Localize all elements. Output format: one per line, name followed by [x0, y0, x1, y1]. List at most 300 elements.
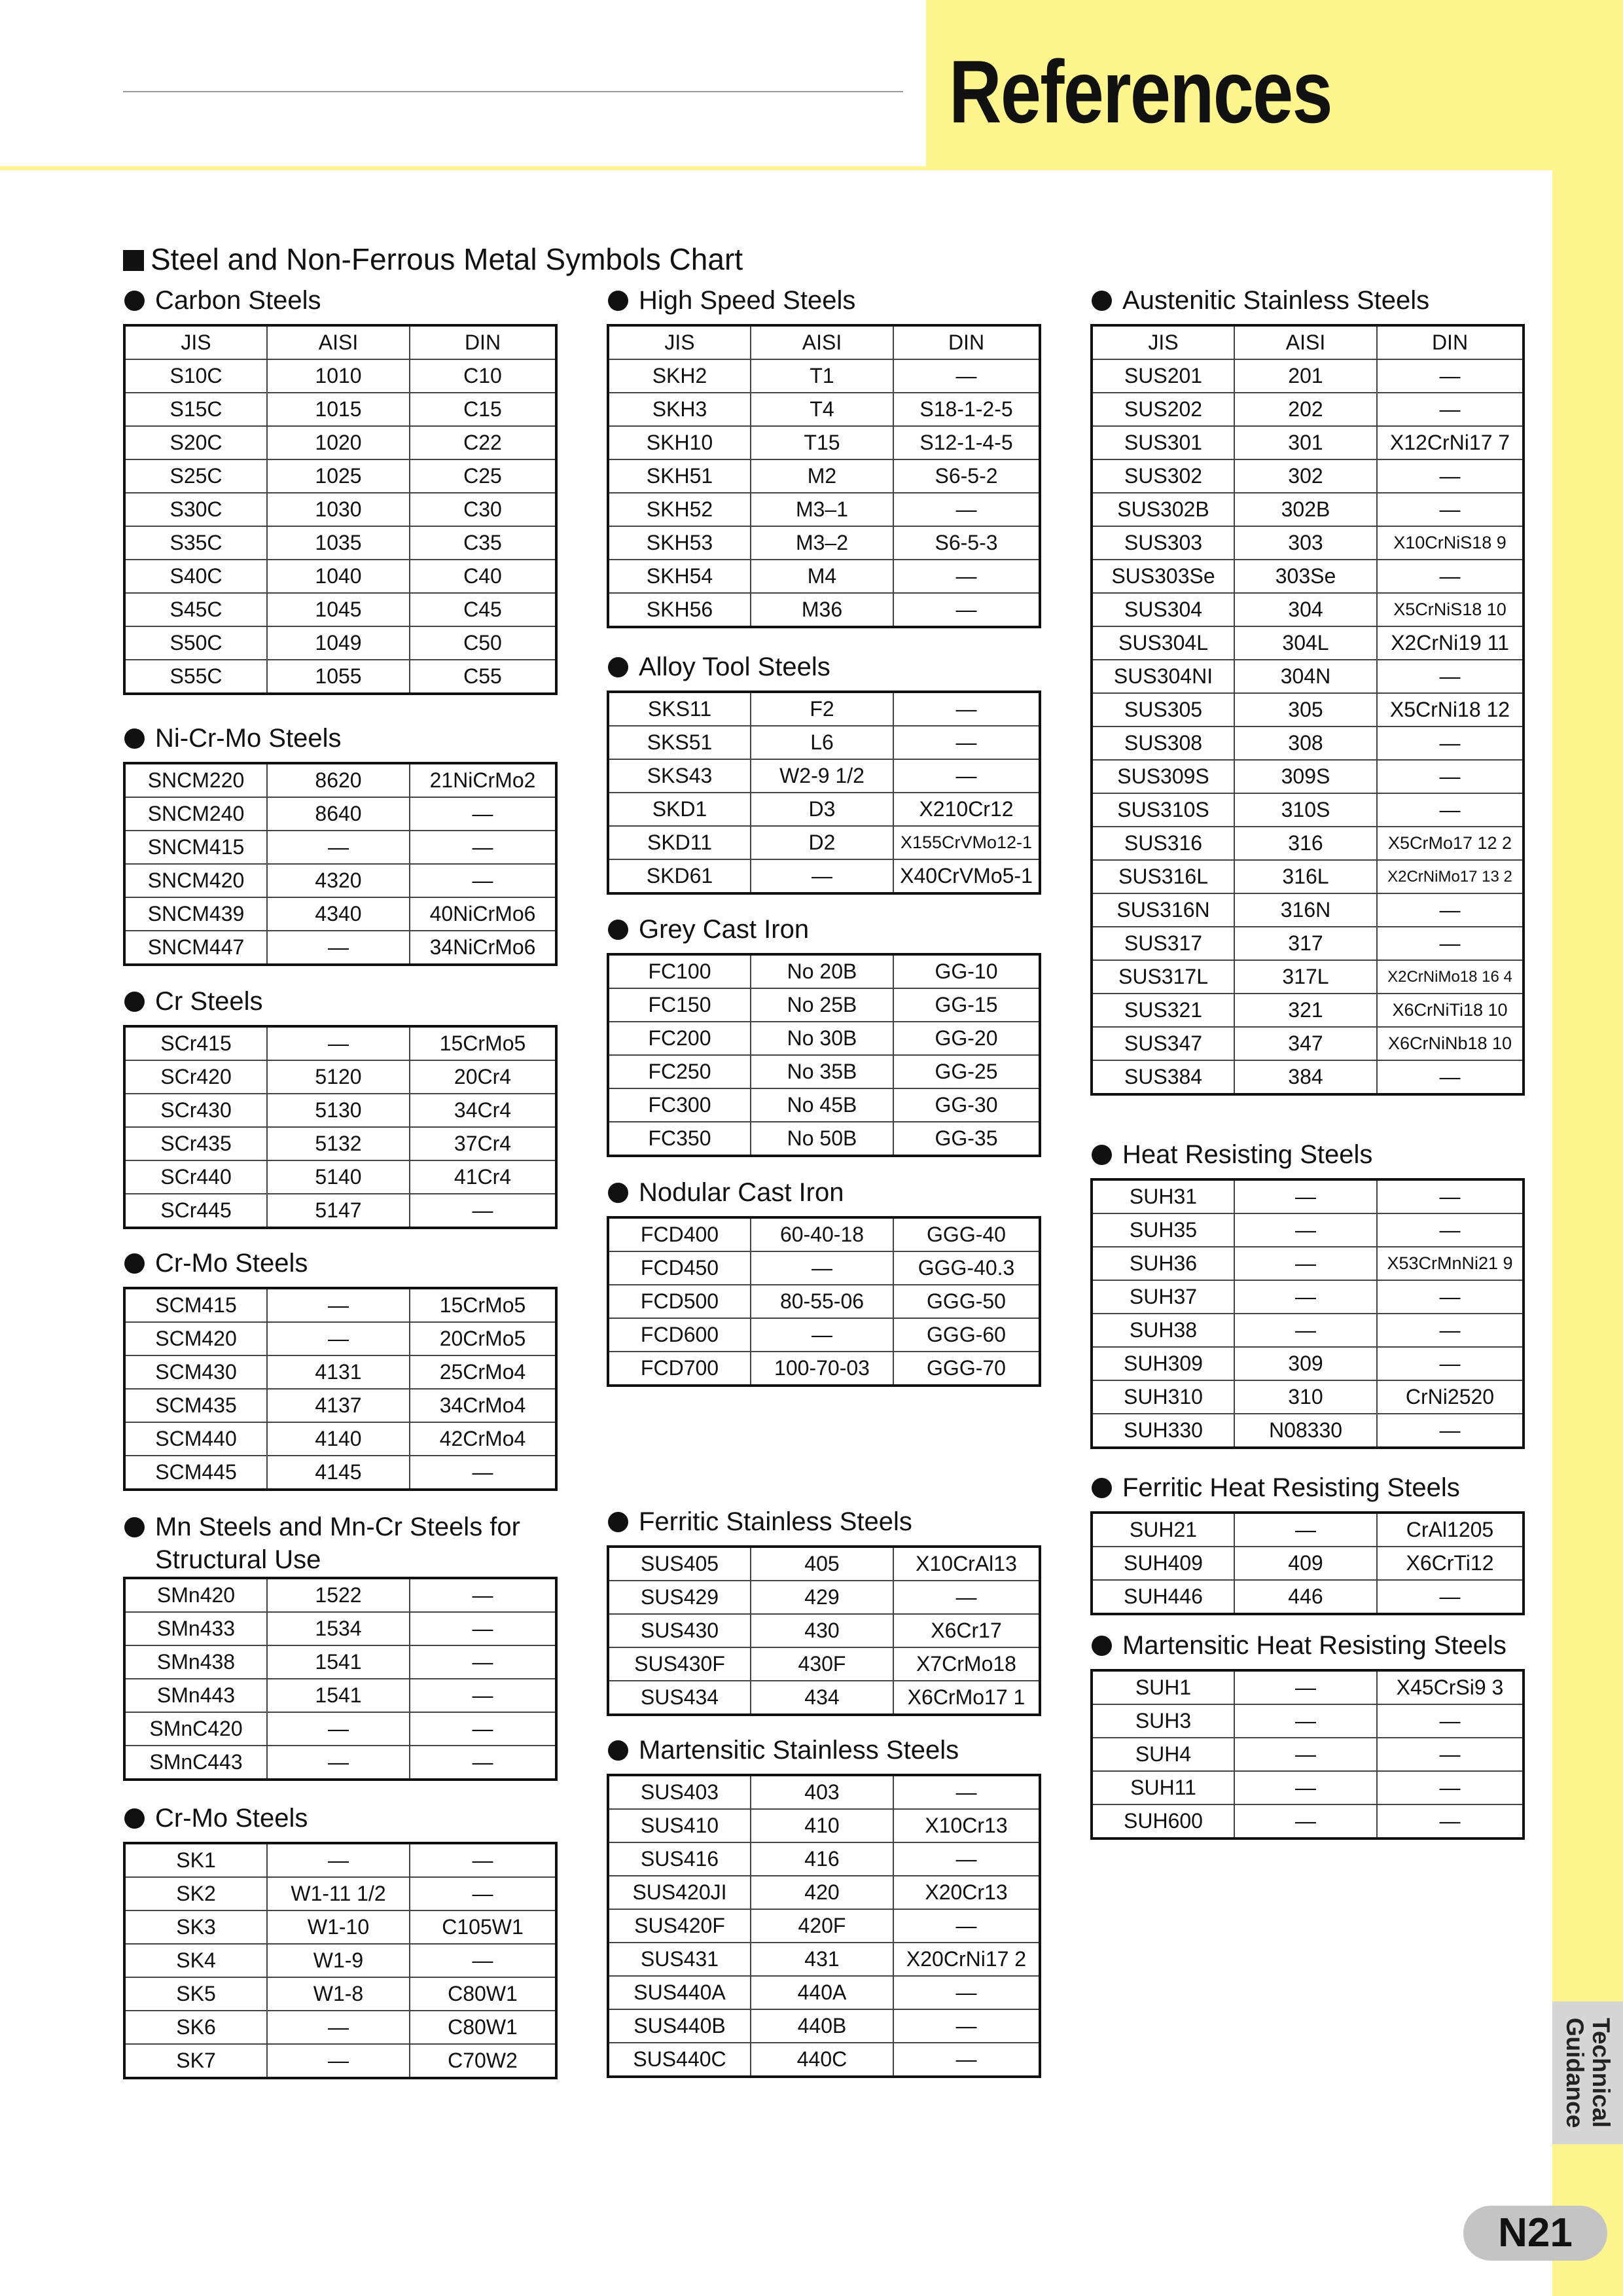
column-header-din: DIN — [893, 325, 1040, 359]
jis-cell: SUS410 — [608, 1809, 751, 1842]
jis-cell: SK1 — [124, 1843, 267, 1877]
aisi-cell: W1-9 — [267, 1944, 410, 1977]
jis-cell: SUH4 — [1092, 1738, 1234, 1771]
aisi-cell: 347 — [1234, 1027, 1377, 1060]
table-row — [1092, 1027, 1524, 1060]
jis-cell: SMn443 — [124, 1679, 267, 1712]
din-cell: — — [1377, 1771, 1524, 1804]
aisi-cell: — — [1234, 1513, 1377, 1547]
table-row — [608, 1809, 1040, 1842]
jis-cell: SUS420F — [608, 1909, 751, 1943]
aisi-cell: 100-70-03 — [751, 1352, 893, 1386]
section-title-text: Martensitic Heat Resisting Steels — [1122, 1631, 1507, 1660]
din-cell: 37Cr4 — [410, 1127, 556, 1160]
aisi-cell: M2 — [751, 459, 893, 493]
din-cell: GG-15 — [893, 988, 1040, 1022]
table-row — [608, 1842, 1040, 1876]
table-row — [124, 897, 556, 931]
aisi-cell: 5132 — [267, 1127, 410, 1160]
din-cell: — — [1377, 459, 1524, 493]
table-row — [124, 459, 556, 493]
table-row — [608, 826, 1040, 859]
jis-cell: SKD11 — [608, 826, 751, 859]
table-row — [1092, 827, 1524, 860]
jis-cell: SCM440 — [124, 1422, 267, 1456]
din-cell: CrAl1205 — [1377, 1513, 1524, 1547]
din-cell: GGG-70 — [893, 1352, 1040, 1386]
aisi-cell: 304 — [1234, 593, 1377, 626]
aisi-cell: 305 — [1234, 693, 1377, 726]
din-cell: CrNi2520 — [1377, 1380, 1524, 1414]
table-row — [608, 1217, 1040, 1251]
din-cell: 20CrMo5 — [410, 1322, 556, 1355]
jis-cell: SUH330 — [1092, 1414, 1234, 1448]
din-cell: — — [410, 1712, 556, 1746]
section-title — [608, 286, 855, 315]
din-cell: C30 — [410, 493, 556, 526]
din-cell: — — [893, 2009, 1040, 2043]
section-title-text: Ferritic Stainless Steels — [639, 1507, 912, 1536]
table-header-row — [124, 325, 556, 359]
aisi-cell: 420F — [751, 1909, 893, 1943]
jis-cell: S25C — [124, 459, 267, 493]
table-row — [608, 593, 1040, 627]
aisi-cell: M3–2 — [751, 526, 893, 560]
jis-cell: SUS317L — [1092, 960, 1234, 994]
aisi-cell: 301 — [1234, 426, 1377, 459]
aisi-cell: — — [1234, 1771, 1377, 1804]
table-row — [608, 1909, 1040, 1943]
table-row — [608, 988, 1040, 1022]
aisi-cell: 60-40-18 — [751, 1217, 893, 1251]
section-title-line2: Structural Use — [155, 1545, 321, 1574]
din-cell: — — [893, 560, 1040, 593]
aisi-cell: 5130 — [267, 1094, 410, 1127]
jis-cell: SKH56 — [608, 593, 751, 627]
aisi-cell: 1040 — [267, 560, 410, 593]
jis-cell: SNCM220 — [124, 763, 267, 797]
aisi-cell: 1045 — [267, 593, 410, 626]
aisi-cell: 316N — [1234, 893, 1377, 927]
din-cell: GG-10 — [893, 954, 1040, 988]
din-cell: X2CrNiMo18 16 4 — [1377, 960, 1524, 994]
aisi-cell: — — [1234, 1179, 1377, 1213]
din-cell: GGG-40.3 — [893, 1251, 1040, 1285]
aisi-cell: 1010 — [267, 359, 410, 393]
bullet-icon — [608, 657, 628, 677]
aisi-cell: 8640 — [267, 797, 410, 831]
jis-cell: SUH37 — [1092, 1280, 1234, 1314]
aisi-cell: 317 — [1234, 927, 1377, 960]
din-cell: X2CrNiMo17 13 2 — [1377, 860, 1524, 893]
din-cell: GGG-60 — [893, 1318, 1040, 1352]
aisi-cell: 201 — [1234, 359, 1377, 393]
jis-cell: SCM420 — [124, 1322, 267, 1355]
jis-cell: SUS416 — [608, 1842, 751, 1876]
symbol-table — [123, 1287, 558, 1491]
aisi-cell: No 50B — [751, 1122, 893, 1156]
section-title-text: Ferritic Heat Resisting Steels — [1122, 1473, 1460, 1502]
din-cell: X12CrNi17 7 — [1377, 426, 1524, 459]
bullet-icon — [124, 992, 145, 1012]
table-row — [1092, 927, 1524, 960]
table-row — [608, 2009, 1040, 2043]
din-cell: — — [410, 1746, 556, 1780]
table-row — [124, 1026, 556, 1060]
symbol-table — [1090, 1669, 1525, 1840]
din-cell: — — [893, 759, 1040, 793]
aisi-cell: W1-8 — [267, 1977, 410, 2011]
jis-cell: SUS321 — [1092, 994, 1234, 1027]
chart-title — [123, 242, 743, 276]
din-cell: 25CrMo4 — [410, 1355, 556, 1389]
aisi-cell: 403 — [751, 1775, 893, 1809]
aisi-cell: No 30B — [751, 1022, 893, 1055]
din-cell: X5CrNiS18 10 — [1377, 593, 1524, 626]
jis-cell: SKH2 — [608, 359, 751, 393]
din-cell: C10 — [410, 359, 556, 393]
column-header-din: DIN — [410, 325, 556, 359]
section-title — [608, 1736, 959, 1765]
din-cell: 34NiCrMo6 — [410, 931, 556, 965]
din-cell: C80W1 — [410, 2011, 556, 2044]
din-cell: X6CrNiNb18 10 — [1377, 1027, 1524, 1060]
side-tab-label[interactable] — [1561, 2018, 1614, 2128]
aisi-cell: 5140 — [267, 1160, 410, 1194]
table-row — [124, 831, 556, 864]
din-cell: — — [893, 593, 1040, 627]
aisi-cell: 384 — [1234, 1060, 1377, 1094]
jis-cell: SUS434 — [608, 1681, 751, 1715]
aisi-cell: 309S — [1234, 760, 1377, 793]
table-row — [1092, 1414, 1524, 1448]
jis-cell: SUH446 — [1092, 1580, 1234, 1614]
column-header-aisi: AISI — [267, 325, 410, 359]
side-tab-line1: Technical — [1588, 2018, 1614, 2128]
chart-title-text: Steel and Non-Ferrous Metal Symbols Chart — [151, 242, 743, 276]
table-row — [1092, 994, 1524, 1027]
jis-cell: SUS309S — [1092, 760, 1234, 793]
din-cell: C50 — [410, 626, 556, 660]
din-cell: — — [410, 1645, 556, 1679]
aisi-cell: 1035 — [267, 526, 410, 560]
table-row — [1092, 560, 1524, 593]
jis-cell: SMn420 — [124, 1578, 267, 1612]
din-cell: — — [410, 1944, 556, 1977]
table-row — [124, 1910, 556, 1944]
aisi-cell: 5147 — [267, 1194, 410, 1228]
jis-cell: SUS317 — [1092, 927, 1234, 960]
table-row — [1092, 1314, 1524, 1347]
jis-cell: SCr430 — [124, 1094, 267, 1127]
bullet-icon — [1092, 1145, 1112, 1165]
table-row — [124, 931, 556, 965]
aisi-cell: 1049 — [267, 626, 410, 660]
bullet-icon — [1092, 1636, 1112, 1656]
din-cell: X155CrVMo12-1 — [893, 826, 1040, 859]
table-row — [1092, 1547, 1524, 1580]
jis-cell: SCr435 — [124, 1127, 267, 1160]
jis-cell: SUS304 — [1092, 593, 1234, 626]
side-tab-line2: Guidance — [1561, 2017, 1588, 2128]
aisi-cell: T4 — [751, 393, 893, 426]
din-cell: — — [1377, 726, 1524, 760]
table-row — [608, 2043, 1040, 2077]
table-row — [1092, 459, 1524, 493]
din-cell: C105W1 — [410, 1910, 556, 1944]
header-rule — [123, 91, 903, 92]
din-cell: 15CrMo5 — [410, 1288, 556, 1322]
table-row — [608, 1352, 1040, 1386]
jis-cell: SUS305 — [1092, 693, 1234, 726]
aisi-cell: 304N — [1234, 660, 1377, 693]
jis-cell: SUS440C — [608, 2043, 751, 2077]
din-cell: 15CrMo5 — [410, 1026, 556, 1060]
table-row — [124, 660, 556, 694]
bullet-icon — [1092, 1478, 1112, 1498]
aisi-cell: 321 — [1234, 994, 1377, 1027]
jis-cell: SNCM420 — [124, 864, 267, 897]
jis-cell: SKH54 — [608, 560, 751, 593]
aisi-cell: 1541 — [267, 1679, 410, 1712]
table-row — [1092, 693, 1524, 726]
table-row — [1092, 1247, 1524, 1280]
bullet-icon — [608, 1183, 628, 1203]
din-cell: S6-5-2 — [893, 459, 1040, 493]
aisi-cell: 440B — [751, 2009, 893, 2043]
aisi-cell: — — [267, 831, 410, 864]
section-title-text: Austenitic Stainless Steels — [1122, 286, 1430, 315]
table-row — [124, 359, 556, 393]
jis-cell: SUS303 — [1092, 526, 1234, 560]
din-cell: S6-5-3 — [893, 526, 1040, 560]
table-row — [1092, 1213, 1524, 1247]
din-cell: — — [410, 1877, 556, 1910]
jis-cell: SNCM447 — [124, 931, 267, 965]
table-row — [1092, 1380, 1524, 1414]
jis-cell: SUH21 — [1092, 1513, 1234, 1547]
table-row — [608, 1681, 1040, 1715]
table-row — [608, 692, 1040, 726]
table-row — [124, 763, 556, 797]
square-bullet-icon — [123, 250, 144, 271]
din-cell: — — [893, 1842, 1040, 1876]
din-cell: — — [1377, 1580, 1524, 1614]
table-row — [1092, 1670, 1524, 1704]
aisi-cell: 310S — [1234, 793, 1377, 827]
din-cell: S18-1-2-5 — [893, 393, 1040, 426]
din-cell: C25 — [410, 459, 556, 493]
din-cell: — — [1377, 359, 1524, 393]
jis-cell: SUH36 — [1092, 1247, 1234, 1280]
section-title — [1092, 1631, 1507, 1660]
section-title — [1092, 1140, 1372, 1169]
din-cell: — — [410, 831, 556, 864]
din-cell: 34CrMo4 — [410, 1389, 556, 1422]
aisi-cell: 1055 — [267, 660, 410, 694]
aisi-cell: W2-9 1/2 — [751, 759, 893, 793]
table-row — [608, 793, 1040, 826]
table-row — [124, 426, 556, 459]
aisi-cell: — — [1234, 1738, 1377, 1771]
table-row — [1092, 726, 1524, 760]
din-cell: S12-1-4-5 — [893, 426, 1040, 459]
jis-cell: SUS316L — [1092, 860, 1234, 893]
din-cell: X10CrNiS18 9 — [1377, 526, 1524, 560]
table-row — [608, 859, 1040, 893]
din-cell: 34Cr4 — [410, 1094, 556, 1127]
table-row — [608, 726, 1040, 759]
din-cell: 42CrMo4 — [410, 1422, 556, 1456]
aisi-cell: F2 — [751, 692, 893, 726]
din-cell: C35 — [410, 526, 556, 560]
din-cell: — — [1377, 560, 1524, 593]
aisi-cell: 1025 — [267, 459, 410, 493]
aisi-cell: 5120 — [267, 1060, 410, 1094]
jis-cell: SUH38 — [1092, 1314, 1234, 1347]
aisi-cell: 4140 — [267, 1422, 410, 1456]
table-row — [1092, 760, 1524, 793]
table-row — [124, 1389, 556, 1422]
jis-cell: SKS43 — [608, 759, 751, 793]
din-cell: C55 — [410, 660, 556, 694]
table-row — [608, 1647, 1040, 1681]
table-row — [608, 459, 1040, 493]
din-cell: — — [893, 2043, 1040, 2077]
jis-cell: SKS51 — [608, 726, 751, 759]
din-cell: C70W2 — [410, 2044, 556, 2078]
din-cell: — — [893, 1976, 1040, 2009]
table-row — [124, 1456, 556, 1490]
jis-cell: SUS429 — [608, 1581, 751, 1614]
table-row — [1092, 493, 1524, 526]
table-row — [124, 1322, 556, 1355]
symbol-table — [123, 1842, 558, 2079]
symbol-table — [123, 324, 558, 695]
table-row — [608, 1251, 1040, 1285]
din-cell: X6CrMo17 1 — [893, 1681, 1040, 1715]
aisi-cell: — — [267, 1746, 410, 1780]
aisi-cell: 410 — [751, 1809, 893, 1842]
jis-cell: SK2 — [124, 1877, 267, 1910]
jis-cell: SUH1 — [1092, 1670, 1234, 1704]
jis-cell: SCM430 — [124, 1355, 267, 1389]
aisi-cell: 431 — [751, 1943, 893, 1976]
jis-cell: SUS304L — [1092, 626, 1234, 660]
aisi-cell: 1020 — [267, 426, 410, 459]
jis-cell: SUS440A — [608, 1976, 751, 2009]
aisi-cell: — — [267, 1712, 410, 1746]
table-row — [1092, 626, 1524, 660]
din-cell: — — [893, 1581, 1040, 1614]
aisi-cell: D2 — [751, 826, 893, 859]
aisi-cell: 4320 — [267, 864, 410, 897]
section-title-text: Martensitic Stainless Steels — [639, 1736, 959, 1765]
aisi-cell: — — [1234, 1704, 1377, 1738]
din-cell: C40 — [410, 560, 556, 593]
table-row — [608, 1318, 1040, 1352]
aisi-cell: No 45B — [751, 1088, 893, 1122]
table-row — [124, 1194, 556, 1228]
aisi-cell: — — [267, 1843, 410, 1877]
din-cell: — — [1377, 393, 1524, 426]
aisi-cell: W1-10 — [267, 1910, 410, 1944]
bullet-icon — [608, 291, 628, 311]
jis-cell: SUH11 — [1092, 1771, 1234, 1804]
din-cell: — — [893, 726, 1040, 759]
aisi-cell: 4145 — [267, 1456, 410, 1490]
aisi-cell: 4340 — [267, 897, 410, 931]
table-row — [124, 393, 556, 426]
section-title-text: Cr Steels — [155, 987, 263, 1016]
column-header-aisi: AISI — [751, 325, 893, 359]
din-cell: GG-20 — [893, 1022, 1040, 1055]
jis-cell: SMnC420 — [124, 1712, 267, 1746]
page-title: References — [949, 42, 1332, 141]
aisi-cell: 1541 — [267, 1645, 410, 1679]
aisi-cell: — — [751, 1318, 893, 1352]
aisi-cell: M36 — [751, 593, 893, 627]
jis-cell: SKH10 — [608, 426, 751, 459]
aisi-cell: 302B — [1234, 493, 1377, 526]
din-cell: 20Cr4 — [410, 1060, 556, 1094]
aisi-cell: 202 — [1234, 393, 1377, 426]
din-cell: — — [1377, 1347, 1524, 1380]
table-row — [608, 493, 1040, 526]
bullet-icon — [608, 1740, 628, 1761]
aisi-cell: 8620 — [267, 763, 410, 797]
din-cell: — — [893, 1909, 1040, 1943]
table-row — [124, 1060, 556, 1094]
din-cell: — — [1377, 1314, 1524, 1347]
table-row — [608, 426, 1040, 459]
section-title — [124, 1513, 520, 1541]
din-cell: GG-30 — [893, 1088, 1040, 1122]
din-cell: — — [1377, 493, 1524, 526]
jis-cell: SUH600 — [1092, 1804, 1234, 1839]
section-title-text: High Speed Steels — [639, 286, 856, 315]
table-row — [608, 393, 1040, 426]
jis-cell: FC300 — [608, 1088, 751, 1122]
jis-cell: SUS384 — [1092, 1060, 1234, 1094]
aisi-cell: 317L — [1234, 960, 1377, 994]
din-cell: — — [410, 797, 556, 831]
din-cell: X53CrMnNi21 9 — [1377, 1247, 1524, 1280]
jis-cell: FCD600 — [608, 1318, 751, 1352]
table-row — [1092, 1704, 1524, 1738]
din-cell: X6CrTi12 — [1377, 1547, 1524, 1580]
section-title — [1092, 1473, 1460, 1502]
jis-cell: SUS440B — [608, 2009, 751, 2043]
table-row — [124, 1843, 556, 1877]
table-row — [608, 1547, 1040, 1581]
din-cell: — — [1377, 1179, 1524, 1213]
aisi-cell: 303Se — [1234, 560, 1377, 593]
table-row — [124, 593, 556, 626]
aisi-cell: — — [1234, 1314, 1377, 1347]
din-cell: — — [410, 1612, 556, 1645]
aisi-cell: T1 — [751, 359, 893, 393]
section-title — [608, 653, 830, 681]
jis-cell: S40C — [124, 560, 267, 593]
symbol-table — [123, 762, 558, 966]
jis-cell: SUS201 — [1092, 359, 1234, 393]
section-title-text: Alloy Tool Steels — [639, 653, 830, 681]
jis-cell: S15C — [124, 393, 267, 426]
din-cell: — — [1377, 927, 1524, 960]
din-cell: — — [1377, 1704, 1524, 1738]
jis-cell: SUH309 — [1092, 1347, 1234, 1380]
